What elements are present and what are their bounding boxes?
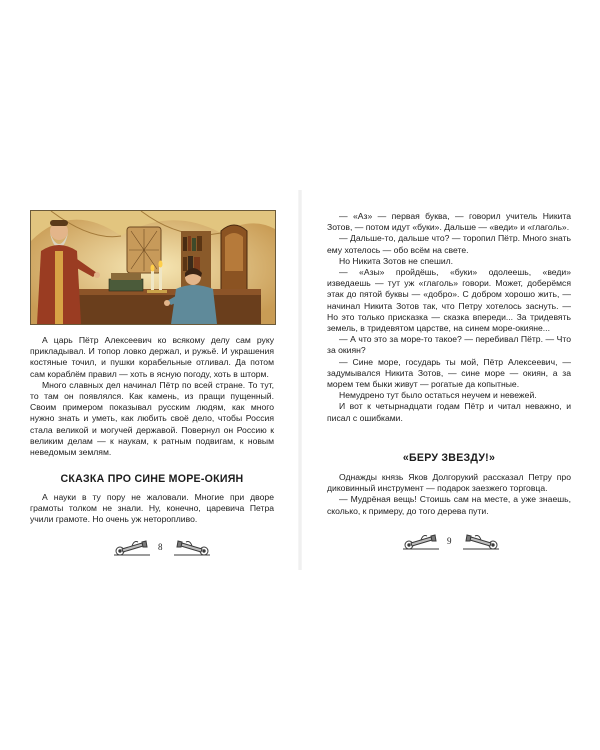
right-body-text-1 — [327, 211, 571, 424]
cannon-and-armor-ornament-icon — [401, 532, 441, 550]
cannon-and-armor-ornament-icon — [112, 538, 152, 556]
paragraph: А науки в ту пору не жаловали. Многие при дворе грамоты толком не знали. Ну, конечно, царевича Петра учили грамоте. Но очень уж неторопливо. — [30, 492, 274, 525]
chapter-heading: «БЕРУ ЗВЕЗДУ!» — [402, 452, 496, 464]
paragraph: — А что это за море-то такое? — перебивал Пётр. — Что за окиян? — [327, 334, 571, 356]
paragraph: Однажды князь Яков Долгорукий рассказал Петру про диковинный инструмент — подарок заезжего торговца. — [327, 472, 571, 494]
cannon-and-armor-ornament-icon — [461, 532, 501, 550]
paragraph: А царь Пётр Алексеевич ко всякому делу сам руку прикладывал. И топор ловко держал, и ружьё. И украшения костяные точил, и пушки корабельные отливал. Да потом сам кораблём правил — хоть в ясную погоду, хоть в шторм. — [30, 335, 274, 379]
paragraph: — Сине море, государь ты мой, Пётр Алексеевич, — задумывался Никита Зотов, — сине море — окиян, а за морем тем быки живут — рогатые да копытные. — [327, 356, 571, 390]
paragraph: — «Азы» пройдёшь, «буки» одолеешь, «веди» изведаешь — тут уж «глаголь» говори. Может, доберёмся этак до пятой буквы — «добро». С добром хорошо жить, — начинал Никита Зотов так, что Петру хотелось заснуть. — Но это только присказка — сказка впереди... За тридевять земель, в тридевятом царстве, на синем море-окияне... — [327, 267, 571, 334]
illustration-teacher-and-boy — [30, 210, 276, 325]
paragraph: — Дальше-то, дальше что? — торопил Пётр. Много знать ему хотелось — обо всём на свете. — [327, 233, 571, 255]
right-body-text-2 — [327, 472, 571, 517]
paragraph: Немудрено тут было остаться неучем и невежей. — [339, 390, 537, 401]
paragraph: Много славных дел начинал Пётр по всей стране. То тут, то там он появлялся. Как камень, из пращи пущенный. Своим примером показывал русским людям, как много нужно знать и уметь, как любить своё дело, чтобы Россия стала великой и могучей державой. Повернул он Россию к великим делам — к наукам, к ратным подвигам, к новым неведомым землям. — [30, 379, 274, 458]
paragraph: И вот к четырнадцати годам Пётр и читал неважно, и писал с ошибками. — [327, 401, 571, 423]
page-number: 9 — [447, 536, 452, 546]
paragraph: Но Никита Зотов не спешил. — [339, 255, 454, 266]
left-body-text-1 — [30, 335, 274, 458]
left-body-text-2 — [30, 492, 274, 526]
page-number: 8 — [158, 542, 163, 552]
folio-left — [112, 538, 212, 556]
paragraph: — «Аз» — первая буква, — говорил учитель Никита Зотов, — потом идут «буки». Дальше — «веди» и «глаголь». — [327, 211, 571, 233]
chapter-heading: СКАЗКА ПРО СИНЕ МОРЕ-ОКИЯН — [60, 473, 244, 485]
illustration-image — [31, 211, 275, 324]
cannon-and-armor-ornament-icon — [172, 538, 212, 556]
folio-right — [401, 532, 501, 550]
paragraph: — Мудрёная вещь! Стоишь сам на месте, а уже знаешь, сколько, к примеру, до того дерева пути. — [327, 494, 571, 516]
